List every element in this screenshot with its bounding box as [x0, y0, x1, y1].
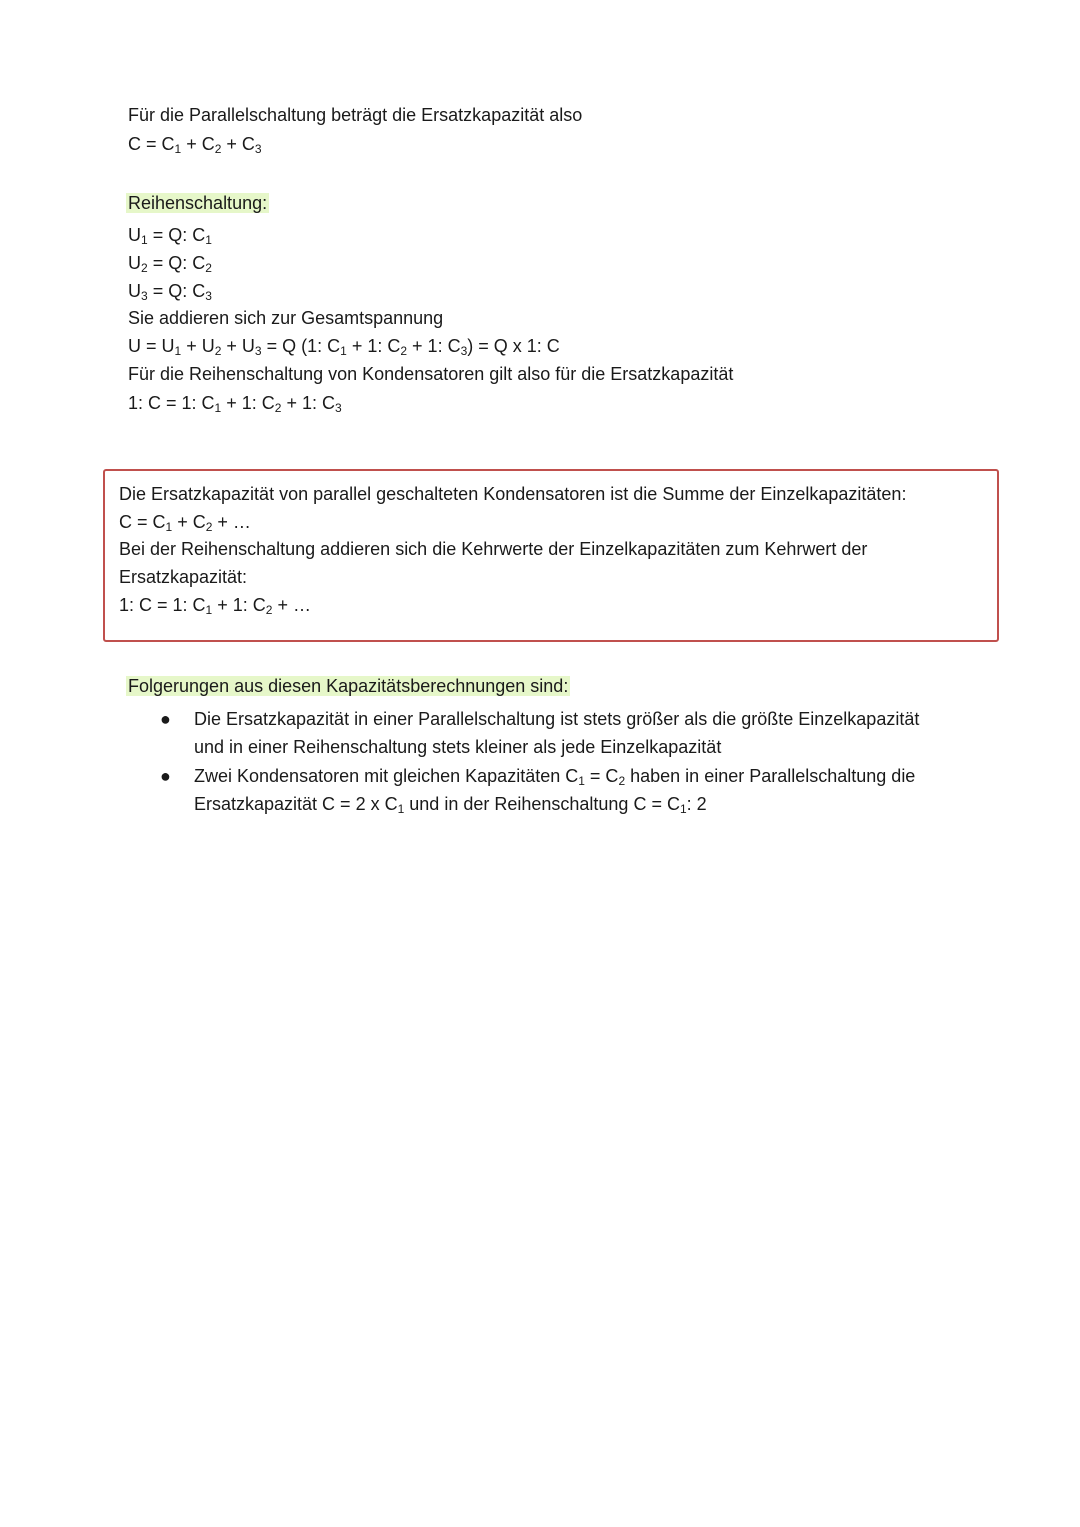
- conclusion-1-line-2: und in einer Reihenschaltung stets kleiner als jede Einzelkapazität: [194, 737, 722, 757]
- parallel-formula: $C = C_1 + C_2 + C_3$: [128, 134, 262, 156]
- summary-formula-series: 1: C = 1: $C_1 + 1$: $C_2$ + …: [119, 595, 311, 617]
- conclusion-1-line-1: Die Ersatzkapazität in einer Parallelschaltung ist stets größer als die größte Einzelkapazität: [194, 709, 920, 729]
- summary-line-3: Ersatzkapazität:: [119, 567, 248, 587]
- conclusion-2-line-1: Zwei Kondensatoren mit gleichen Kapazitäten $C_1 = C_2$ haben in einer Parallelschaltung die: [194, 766, 916, 788]
- conclusion-2-line-2: Ersatzkapazität C = 2 x $C_1$ und in der Reihenschaltung $C = C_1$: 2: [194, 794, 707, 816]
- series-formula: 1: C = 1: $C_1 + 1$: $C_2 + 1$: $C_3$: [128, 393, 342, 415]
- conclusions-heading: Folgerungen aus diesen Kapazitätsberechnungen sind:: [128, 676, 569, 696]
- summary-formula-parallel: $C = C_1 + C_2$ + …: [119, 512, 251, 534]
- parallel-result-text: Für die Parallelschaltung beträgt die Ersatzkapazität also: [128, 105, 583, 125]
- series-u1: $U_1 = Q$: $C_1$: [128, 225, 212, 247]
- series-sum-text: Sie addieren sich zur Gesamtspannung: [128, 308, 444, 328]
- series-u3: $U_3 = Q$: $C_3$: [128, 281, 212, 303]
- series-conclusion-text: Für die Reihenschaltung von Kondensatoren gilt also für die Ersatzkapazität: [128, 364, 734, 384]
- summary-line-2: Bei der Reihenschaltung addieren sich die Kehrwerte der Einzelkapazitäten zum Kehrwert der: [119, 539, 868, 559]
- summary-box: [103, 469, 999, 642]
- series-total-formula: $U = U_1 + U_2 + U_3 = Q$ (1: $C_1 + 1$: $C_2 + 1$: $C_3) = Q$ x 1: C: [128, 336, 560, 358]
- series-heading: Reihenschaltung:: [128, 193, 268, 213]
- summary-line-1: Die Ersatzkapazität von parallel geschalteten Kondensatoren ist die Summe der Einzelkapazitäten:: [119, 484, 907, 504]
- bullet-icon: ●: [160, 766, 171, 786]
- series-u2: $U_2 = Q$: $C_2$: [128, 253, 212, 275]
- bullet-icon: ●: [160, 709, 171, 729]
